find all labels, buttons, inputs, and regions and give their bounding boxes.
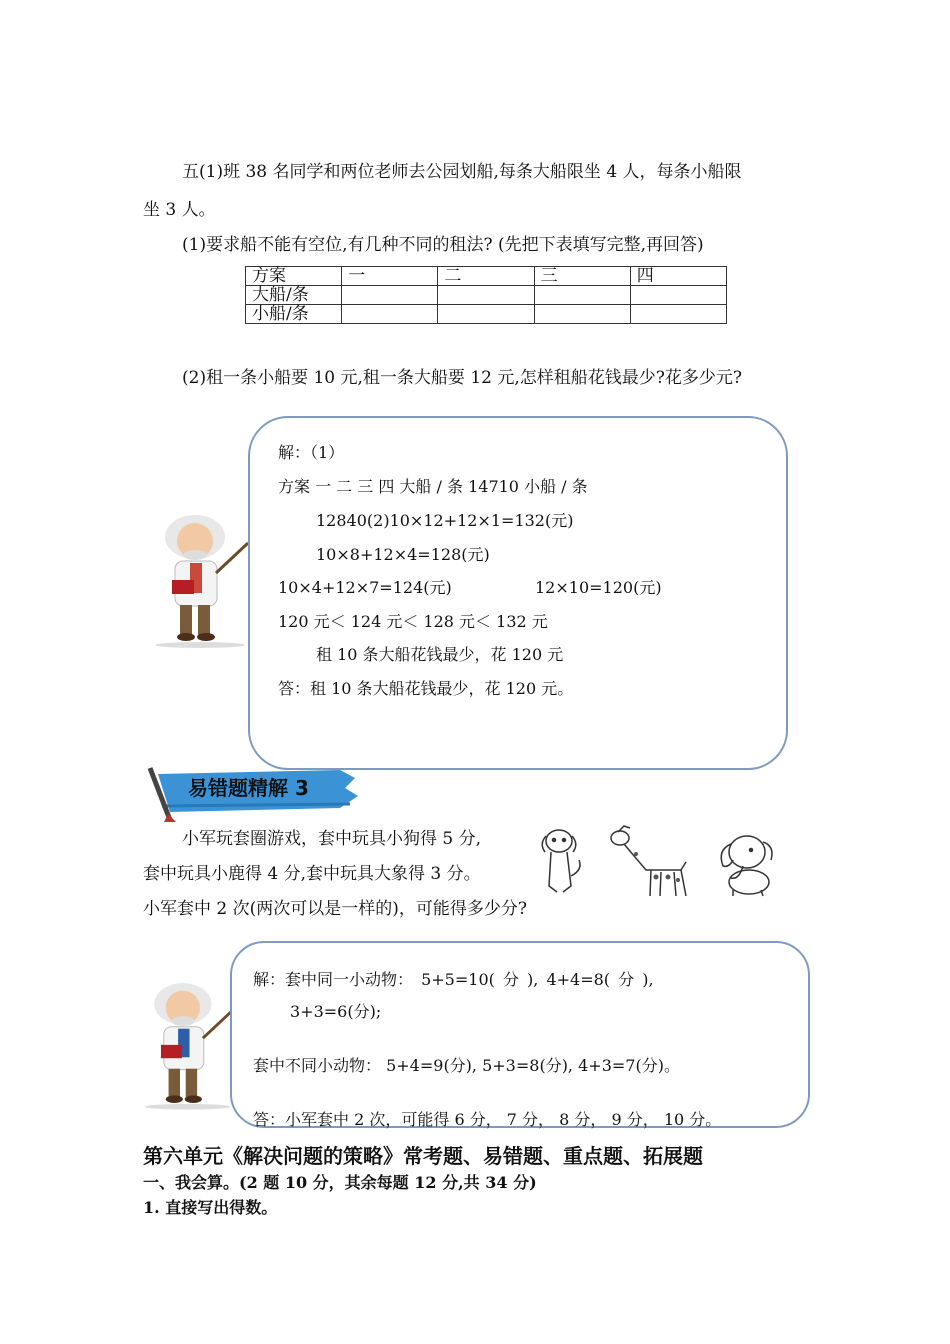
table-cell <box>630 305 726 324</box>
table-row-label: 大船/条 <box>246 286 342 305</box>
table-row <box>246 286 727 305</box>
item-heading: 1. 直接写出得数。 <box>143 1198 278 1217</box>
table-cell <box>342 305 438 324</box>
professor-icon <box>150 505 255 650</box>
table-cell <box>534 286 630 305</box>
professor-icon <box>140 970 240 1115</box>
problem2-line1: 小军玩套圈游戏，套中玩具小狗得 5 分, <box>182 829 482 849</box>
solution1-answer: 答：租 10 条大船花钱最少，花 120 元。 <box>278 679 574 698</box>
solution2-answer: 答：小军套中 2 次，可能得 6 分， 7 分， 8 分， 9 分， 10 分。 <box>253 1110 722 1129</box>
solution1-line: 10×4+12×7=124(元) <box>278 578 452 597</box>
table-row-label: 小船/条 <box>246 305 342 324</box>
solution1-line: 方案 一 二 三 四 大船 / 条 14710 小船 / 条 <box>278 477 588 496</box>
table-cell <box>630 286 726 305</box>
table-row <box>246 305 727 324</box>
table-cell <box>438 305 534 324</box>
solution1-line: 12×10=120(元) <box>535 578 662 597</box>
table-header-cell: 方案 <box>246 267 342 286</box>
table-header-cell: 二 <box>438 267 534 286</box>
problem1-question2: (2)租一条小船要 10 元,租一条大船要 12 元,怎样租船花钱最少?花多少元? <box>182 368 742 388</box>
table-header-cell: 三 <box>534 267 630 286</box>
table-header-cell: 一 <box>342 267 438 286</box>
boat-plan-table <box>245 266 727 324</box>
table-header-cell: 四 <box>630 267 726 286</box>
solution1-line: 120 元＜ 124 元＜ 128 元＜ 132 元 <box>278 612 548 631</box>
table-cell <box>438 286 534 305</box>
problem2-line2: 套中玩具小鹿得 4 分,套中玩具大象得 3 分。 <box>143 864 481 884</box>
solution2-line: 套中不同小动物： 5+4=9(分), 5+3=8(分), 4+3=7(分)。 <box>253 1056 680 1075</box>
table-cell <box>342 286 438 305</box>
unit-title: 第六单元《解决问题的策略》常考题、易错题、重点题、拓展题 <box>143 1144 703 1168</box>
solution2-line: 3+3=6(分); <box>290 1002 382 1021</box>
table-cell <box>534 305 630 324</box>
section-heading: 一、我会算。(2 题 10 分，其余每题 12 分,共 34 分) <box>143 1173 537 1192</box>
solution2-line: 解：套中同一小动物： 5+5=10( 分 ), 4+4=8( 分 ), <box>253 970 654 989</box>
elephant-icon <box>713 828 778 900</box>
giraffe-icon <box>606 822 696 902</box>
problem1-question1: (1)要求船不能有空位,有几种不同的租法? (先把下表填写完整,再回答) <box>182 235 704 255</box>
dog-icon <box>537 826 587 898</box>
problem1-line2: 坐 3 人。 <box>143 200 216 220</box>
solution1-line: 12840(2)10×12+12×1=132(元) <box>316 511 574 530</box>
problem2-line3: 小军套中 2 次(两次可以是一样的)，可能得多少分? <box>143 899 528 919</box>
solution1-line: 10×8+12×4=128(元) <box>316 545 490 564</box>
problem1-line1: 五(1)班 38 名同学和两位老师去公园划船,每条大船限坐 4 人，每条小船限 <box>182 162 742 182</box>
banner-title: 易错题精解 3 <box>188 776 309 800</box>
table-row <box>246 267 727 286</box>
solution1-line: 租 10 条大船花钱最少，花 120 元 <box>316 645 564 664</box>
solution1-line: 解：（1） <box>278 443 345 462</box>
